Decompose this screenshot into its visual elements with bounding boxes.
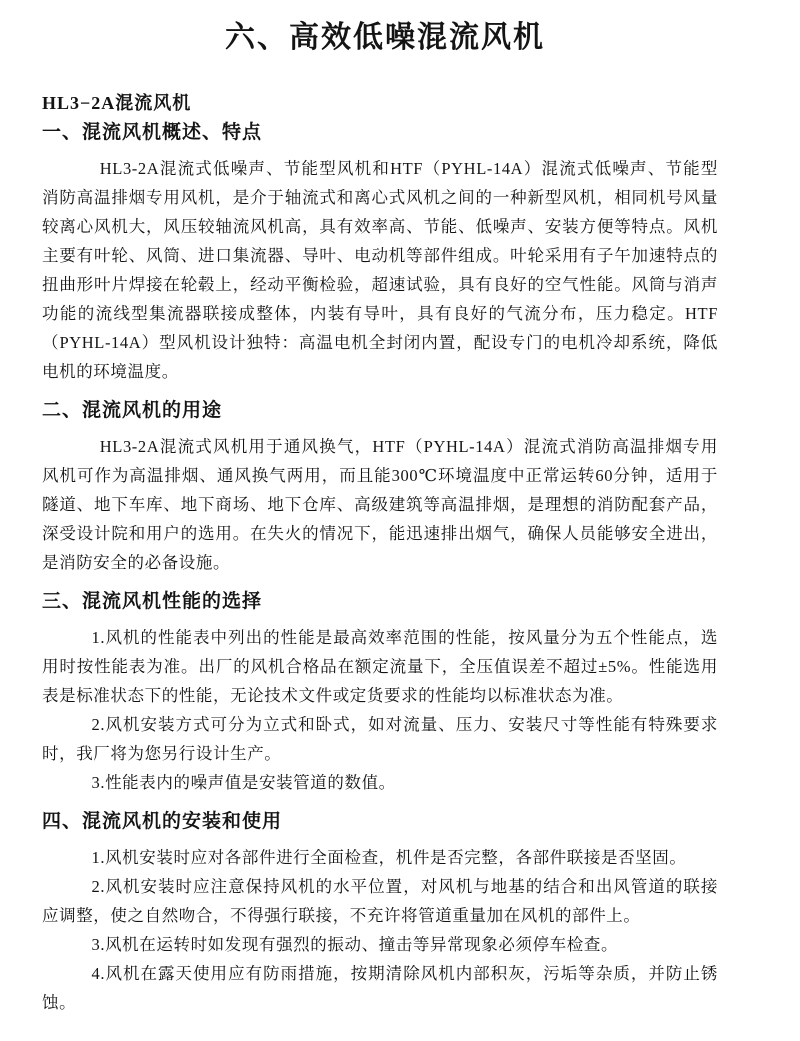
section-usage-heading: 二、混流风机的用途: [42, 400, 223, 421]
performance-item-3: 3.性能表内的噪声值是安装管道的数值。: [91, 773, 396, 792]
installation-item-2: 2.风机安装时应注意保持风机的水平位置，对风机与地基的结合和出风管道的联接应调整，使之自然吻合，不得强行联接，不充许将管道重量加在风机的部件上。: [42, 877, 718, 925]
section-overview-paragraph: HL3-2A混流式低噪声、节能型风机和HTF（PYHL-14A）混流式低噪声、节能型消防高温排烟专用风机，是介于轴流式和离心式风机之间的一种新型风机，相同机号风量较离心风机大，风压较轴流风机高，具有效率高、节能、低噪声、安装方便等特点。风机主要有叶轮、风筒、进口集流器、导叶、电动机等部件组成。叶轮采用有子午加速特点的扭曲形叶片焊接在轮毂上，经动平衡检验，超速试验，具有良好的空气性能。风筒与消声功能的流线型集流器联接成整体，内装有导叶，具有良好的气流分布，压力稳定。HTF（PYHL-14A）型风机设计独特：高温电机全封闭内置，配设专门的电机冷却系统，降低电机的环境温度。: [42, 159, 718, 381]
section-performance-selection: [42, 587, 718, 797]
section-installation: [42, 807, 718, 1017]
section-overview: [42, 118, 718, 386]
section-overview-heading: 一、混流风机概述、特点: [42, 122, 263, 143]
section-usage-paragraph: HL3-2A混流式风机用于通风换气，HTF（PYHL-14A）混流式消防高温排烟专用风机可作为高温排烟、通风换气两用，而且能300℃环境温度中正常运转60分钟，适用于隧道、地下车库、地下商场、地下仓库、高级建筑等高温排烟，是理想的消防配套产品，深受设计院和用户的选用。在失火的情况下，能迅速排出烟气，确保人员能够安全进出，是消防安全的必备设施。: [42, 437, 718, 572]
installation-item-1: 1.风机安装时应对各部件进行全面检查，机件是否完整，各部件联接是否坚固。: [91, 848, 687, 867]
section-installation-heading: 四、混流风机的安装和使用: [42, 811, 283, 832]
section-performance-heading: 三、混流风机性能的选择: [42, 591, 263, 612]
product-model-heading: HL3−2A混流风机: [42, 93, 192, 113]
performance-item-2: 2.风机安装方式可分为立式和卧式，如对流量、压力、安装尺寸等性能有特殊要求时，我厂将为您另行设计生产。: [42, 715, 718, 763]
installation-item-3: 3.风机在运转时如发现有强烈的振动、撞击等异常现象必须停车检查。: [91, 935, 619, 954]
section-usage: [42, 396, 718, 577]
page-title: 六、高效低噪混流风机: [225, 21, 545, 54]
installation-item-4: 4.风机在露天使用应有防雨措施，按期清除风机内部积灰，污垢等杂质，并防止锈蚀。: [42, 964, 718, 1012]
performance-item-1: 1.风机的性能表中列出的性能是最高效率范围的性能，按风量分为五个性能点，选用时按性能表为准。出厂的风机合格品在额定流量下，全压值误差不超过±5%。性能选用表是标准状态下的性能，无论技术文件或定货要求的性能均以标准状态为准。: [42, 628, 718, 705]
